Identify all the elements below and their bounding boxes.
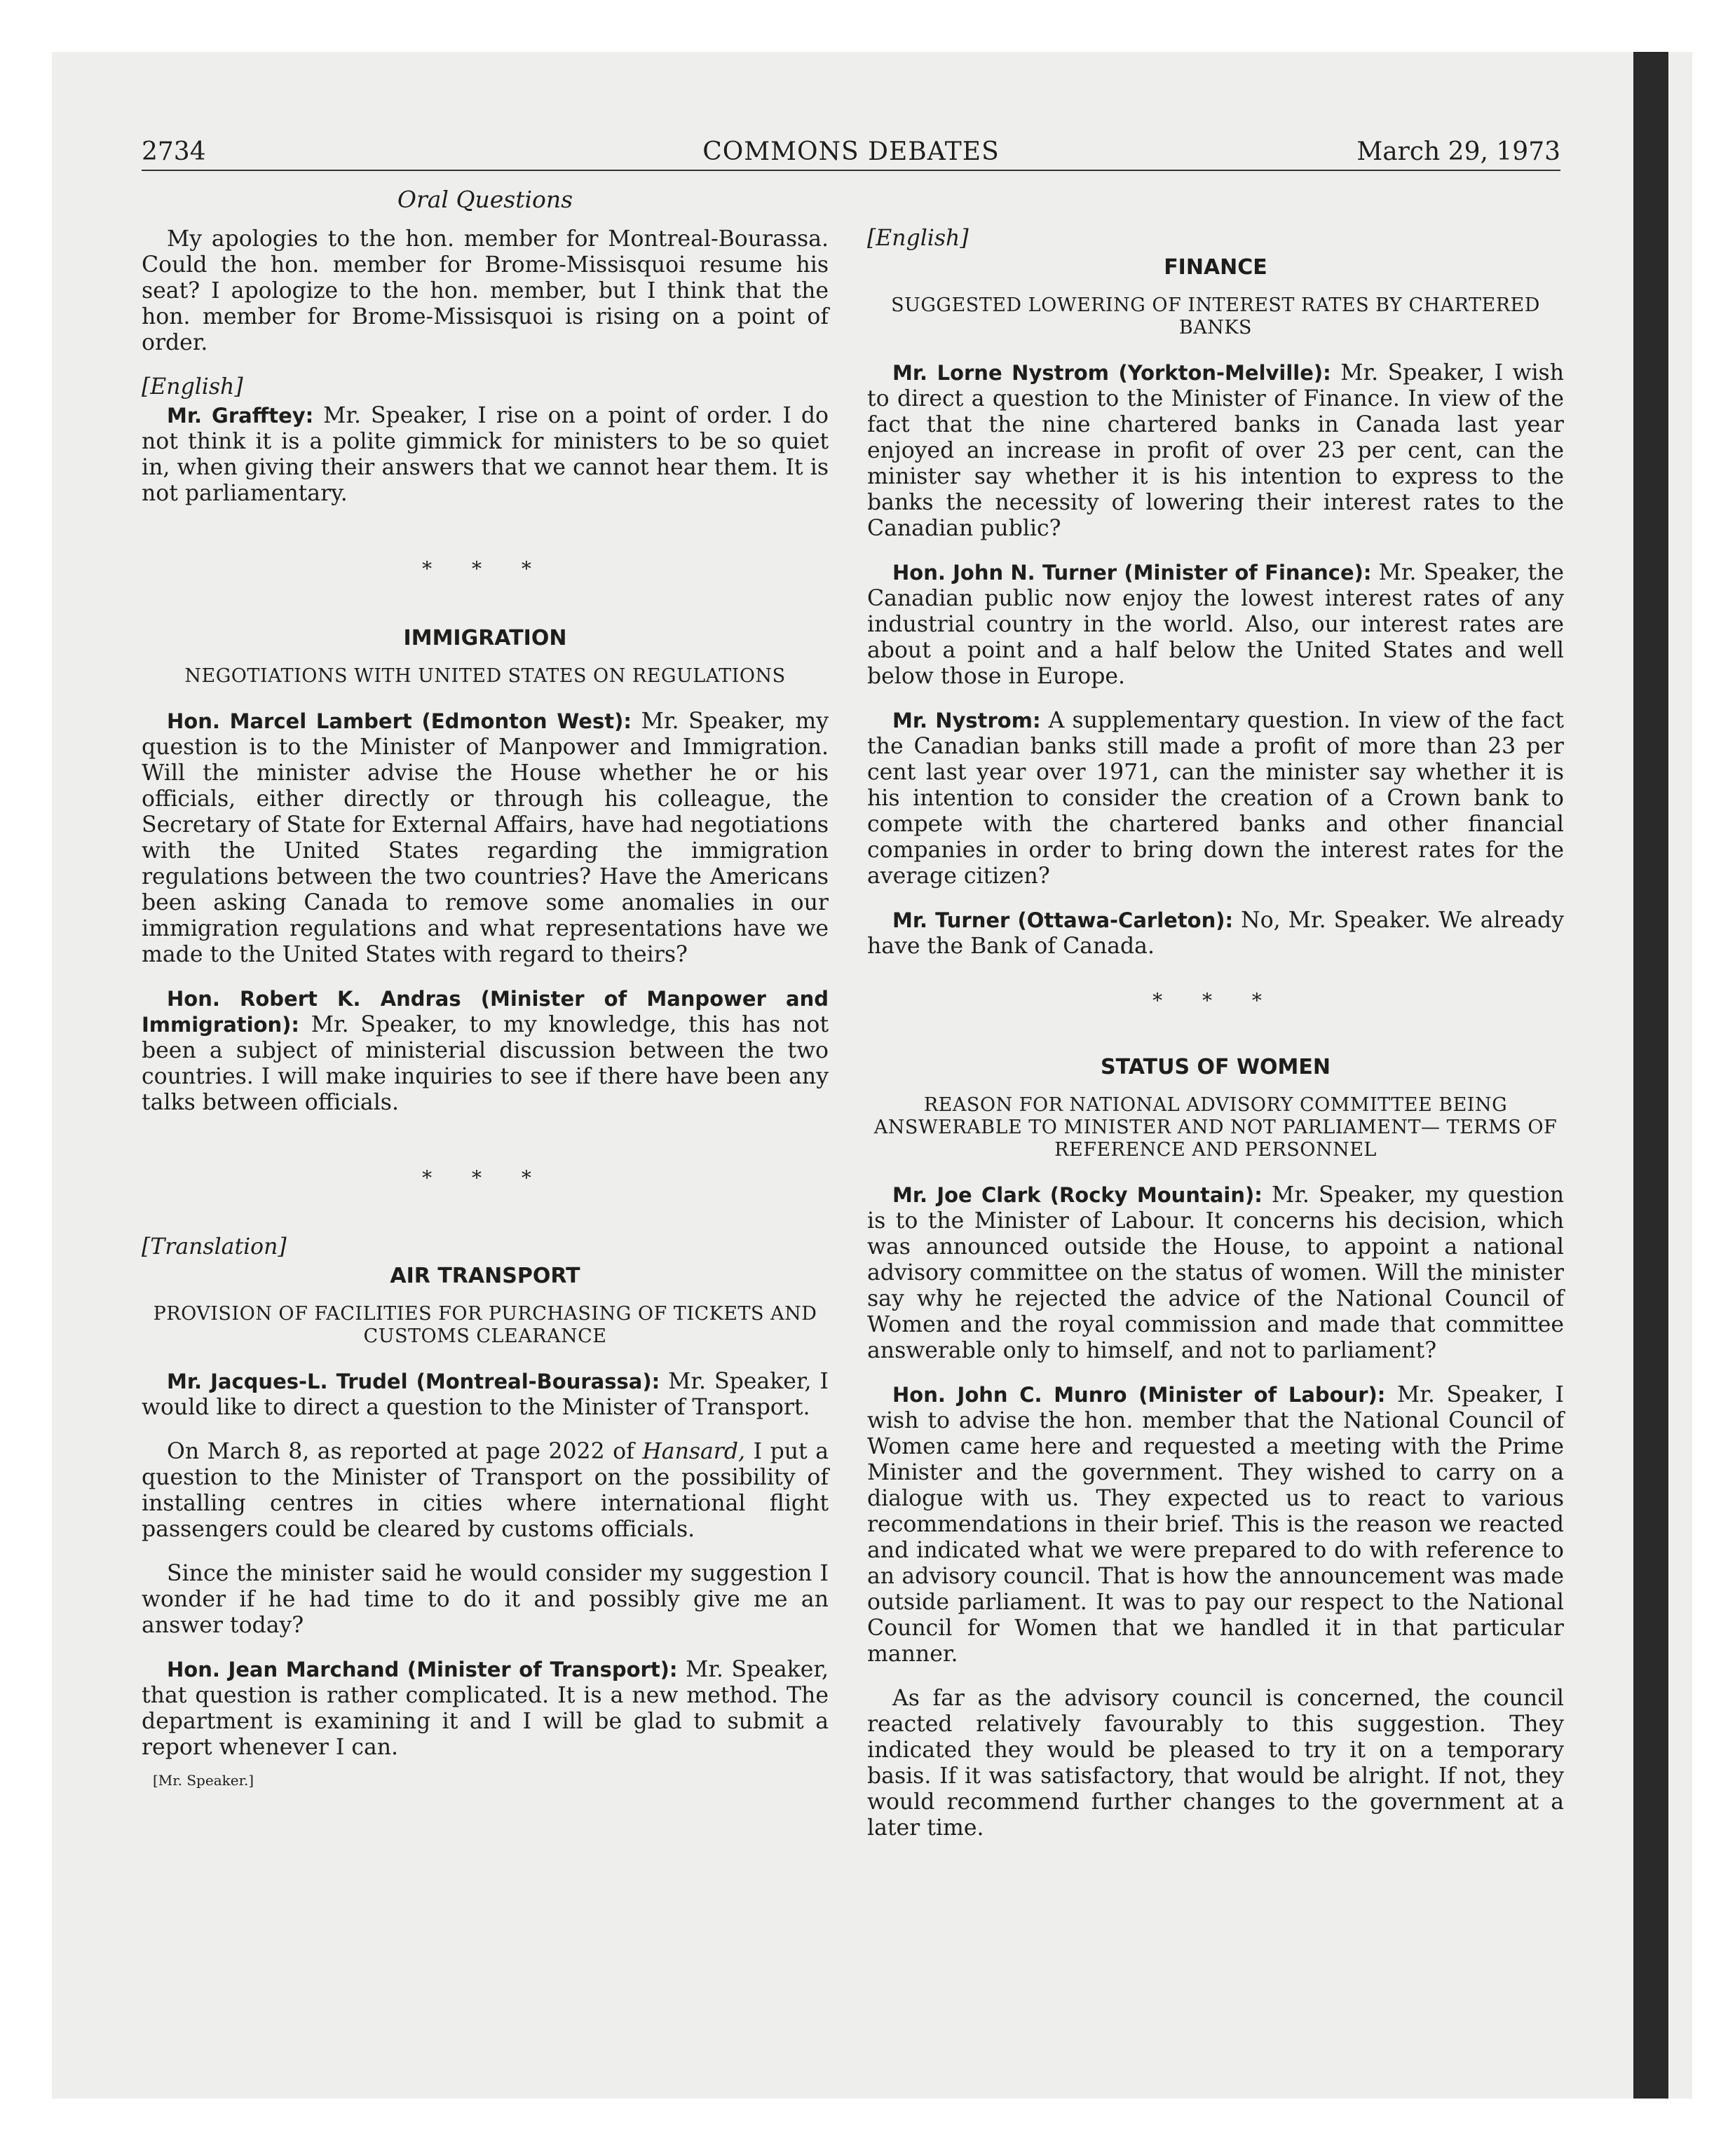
section-divider: * * * bbox=[1152, 989, 1279, 1012]
hansard-reference: Hansard, bbox=[642, 1439, 746, 1464]
speaker-name: Mr. Jacques-L. Trudel (Montreal-Bourassa): bbox=[167, 1370, 660, 1393]
section-heading: IMMIGRATION bbox=[403, 626, 567, 650]
speaker-name: Mr. Grafftey: bbox=[167, 404, 314, 428]
paragraph bbox=[867, 1382, 1564, 1667]
speech-text: I put a question to the Minister of Transport on the possibility of installing centres in cities where international flight passengers could be cleared by customs officials. bbox=[142, 1439, 829, 1542]
footnote: [Mr. Speaker.] bbox=[153, 1772, 254, 1789]
speaker-name: Hon. John C. Munro (Minister of Labour): bbox=[892, 1383, 1386, 1407]
publication-title: COMMONS DEBATES bbox=[702, 137, 1000, 166]
paragraph bbox=[142, 986, 829, 1116]
speaker-name: Hon. John N. Turner (Minister of Finance): bbox=[892, 561, 1372, 585]
section-divider: * * * bbox=[422, 1166, 548, 1189]
speech-text: Mr. Speaker, to my knowledge, this has not been a subject of ministerial discussion between the two countries. I will make inquiries to see if there have been any talks between officials. bbox=[142, 1012, 829, 1115]
speech-text: Mr. Speaker, that question is rather complicated. It is a new method. The department is examining it and I will be glad to submit a report whenever I can. bbox=[142, 1657, 829, 1760]
speaker-name: Hon. Marcel Lambert (Edmonton West): bbox=[167, 709, 632, 733]
section-divider: * * * bbox=[422, 557, 548, 580]
paragraph bbox=[867, 708, 1564, 889]
speaker-name: Mr. Lorne Nystrom (Yorkton-Melville): bbox=[892, 361, 1331, 385]
paragraph bbox=[142, 1439, 829, 1543]
paragraph bbox=[142, 1657, 829, 1761]
paragraph bbox=[142, 1369, 829, 1421]
language-marker: [English] bbox=[142, 374, 243, 400]
paragraph bbox=[867, 360, 1564, 542]
section-heading: STATUS OF WOMEN bbox=[1101, 1055, 1331, 1079]
page-date: March 29, 1973 bbox=[1356, 137, 1560, 166]
left-column bbox=[142, 186, 829, 1794]
speech-text: Mr. Speaker, my question is to the Minister of Labour. It concerns his decision, which was announced outside the House, to appoint a national advisory committee on the status of women. Will the minister say why he rejected the advice of the National Council of Women and the royal commission and made that committee answerable only to himself, and not to parliament? bbox=[867, 1182, 1564, 1363]
paragraph bbox=[142, 709, 829, 968]
speech-text: A supplementary question. In view of the fact the Canadian banks still made a profit of more than 23 per cent last year over 1971, can the minister say whether it is his intention to consider the creation of a Crown bank to compete with the chartered banks and other financial companies in order to bring down the interest rates for the average citizen? bbox=[867, 708, 1564, 889]
speech-text: Mr. Speaker, I wish to direct a question to the Minister of Finance. In view of the fact that the nine chartered banks in Canada last year enjoyed an increase in profit of over 23 per cent, can the minister say whether it is his intention to express to the banks the necessity of lowering their interest rates to the Canadian public? bbox=[867, 360, 1565, 541]
speech-text: Mr. Speaker, I rise on a point of order. I do not think it is a polite gimmick for ministers to be so quiet in, when giving their answers that we cannot hear them. It is not parliamentary. bbox=[142, 403, 829, 506]
speech-text: Mr. Speaker, I wish to advise the hon. member that the National Council of Women came here and requested a meeting with the Prime Minister and the government. They wished to carry on a dialogue with us. They expected us to react to various recommendations in their brief. This is the reason we reacted and indicated what we were prepared to do with reference to an advisory council. That is how the announcement was made outside parliament. It was to pay our respect to the National Council for Women that we handled it in that particular manner. bbox=[867, 1382, 1564, 1667]
speaker-name: Mr. Turner (Ottawa-Carleton): bbox=[892, 908, 1234, 932]
paragraph: As far as the advisory council is concerned, the council reacted relatively favourably to this suggestion. They indicated they would be pleased to try it on a temporary basis. If it was satisfactory, that would be alright. If not, they would recommend further changes to the government at a later time. bbox=[867, 1686, 1564, 1841]
section-heading: AIR TRANSPORT bbox=[390, 1264, 580, 1288]
speaker-name: Mr. Nystrom: bbox=[892, 709, 1041, 732]
binding-edge bbox=[1633, 52, 1668, 2099]
speaker-name: Mr. Joe Clark (Rocky Mountain): bbox=[892, 1183, 1263, 1207]
speech-text: Mr. Speaker, my question is to the Minister of Manpower and Immigration. Will the minister advise the House whether he or his officials, either directly or through his colleague, the Secretary of State for External Affairs, have had negotiations with the United States regarding the immigration regulations between the two countries? Have the Americans been asking Canada to remove some anomalies in our immigration regulations and what representations have we made to the United States with regard to theirs? bbox=[142, 709, 829, 967]
section-subheading: NEGOTIATIONS WITH UNITED STATES ON REGULATIONS bbox=[184, 665, 786, 687]
speaker-name: Hon. Jean Marchand (Minister of Transport): bbox=[167, 1658, 678, 1681]
speech-text: Mr. Speaker, the Canadian public now enjoy the lowest interest rates of any industrial country in the world. Also, our interest rates are about a point and a half below the United States and well below those in Europe. bbox=[867, 560, 1564, 689]
paragraph bbox=[867, 1182, 1564, 1364]
paragraph: My apologies to the hon. member for Montreal-Bourassa. Could the hon. member for Brome-Missisquoi resume his seat? I apologize to the hon. member, but I think that the hon. member for Brome-Missisquoi is rising on a point of order. bbox=[142, 226, 829, 355]
paragraph bbox=[142, 403, 829, 507]
paragraph bbox=[867, 908, 1564, 960]
section-subheading: PROVISION OF FACILITIES FOR PURCHASING OF TICKETS AND CUSTOMS CLEARANCE bbox=[153, 1303, 817, 1347]
section-label: Oral Questions bbox=[397, 186, 573, 213]
speech-text: On March 8, as reported at page 2022 of bbox=[167, 1439, 643, 1464]
speech-text: No, Mr. Speaker. We already have the Bank of Canada. bbox=[867, 908, 1564, 959]
language-marker: [English] bbox=[867, 226, 969, 251]
page-number: 2734 bbox=[142, 137, 206, 166]
paragraph bbox=[867, 560, 1564, 690]
paragraph: Since the minister said he would consider my suggestion I wonder if he had time to do it and possibly give me an answer today? bbox=[142, 1561, 829, 1638]
section-subheading: SUGGESTED LOWERING OF INTEREST RATES BY CHARTERED BANKS bbox=[891, 294, 1540, 339]
section-subheading: REASON FOR NATIONAL ADVISORY COMMITTEE BEING ANSWERABLE TO MINISTER AND NOT PARLIAMENT— TERMS OF REFERENCE AND PERSONNEL bbox=[873, 1094, 1558, 1161]
section-heading: FINANCE bbox=[1164, 255, 1267, 280]
page-header bbox=[142, 136, 1560, 171]
right-column bbox=[867, 186, 1564, 1860]
speech-text: Mr. Speaker, I would like to direct a question to the Minister of Transport. bbox=[142, 1369, 829, 1420]
language-marker: [Translation] bbox=[142, 1234, 287, 1260]
speaker-name: Hon. Robert K. Andras (Minister of Manpower and Immigration): bbox=[142, 987, 829, 1037]
